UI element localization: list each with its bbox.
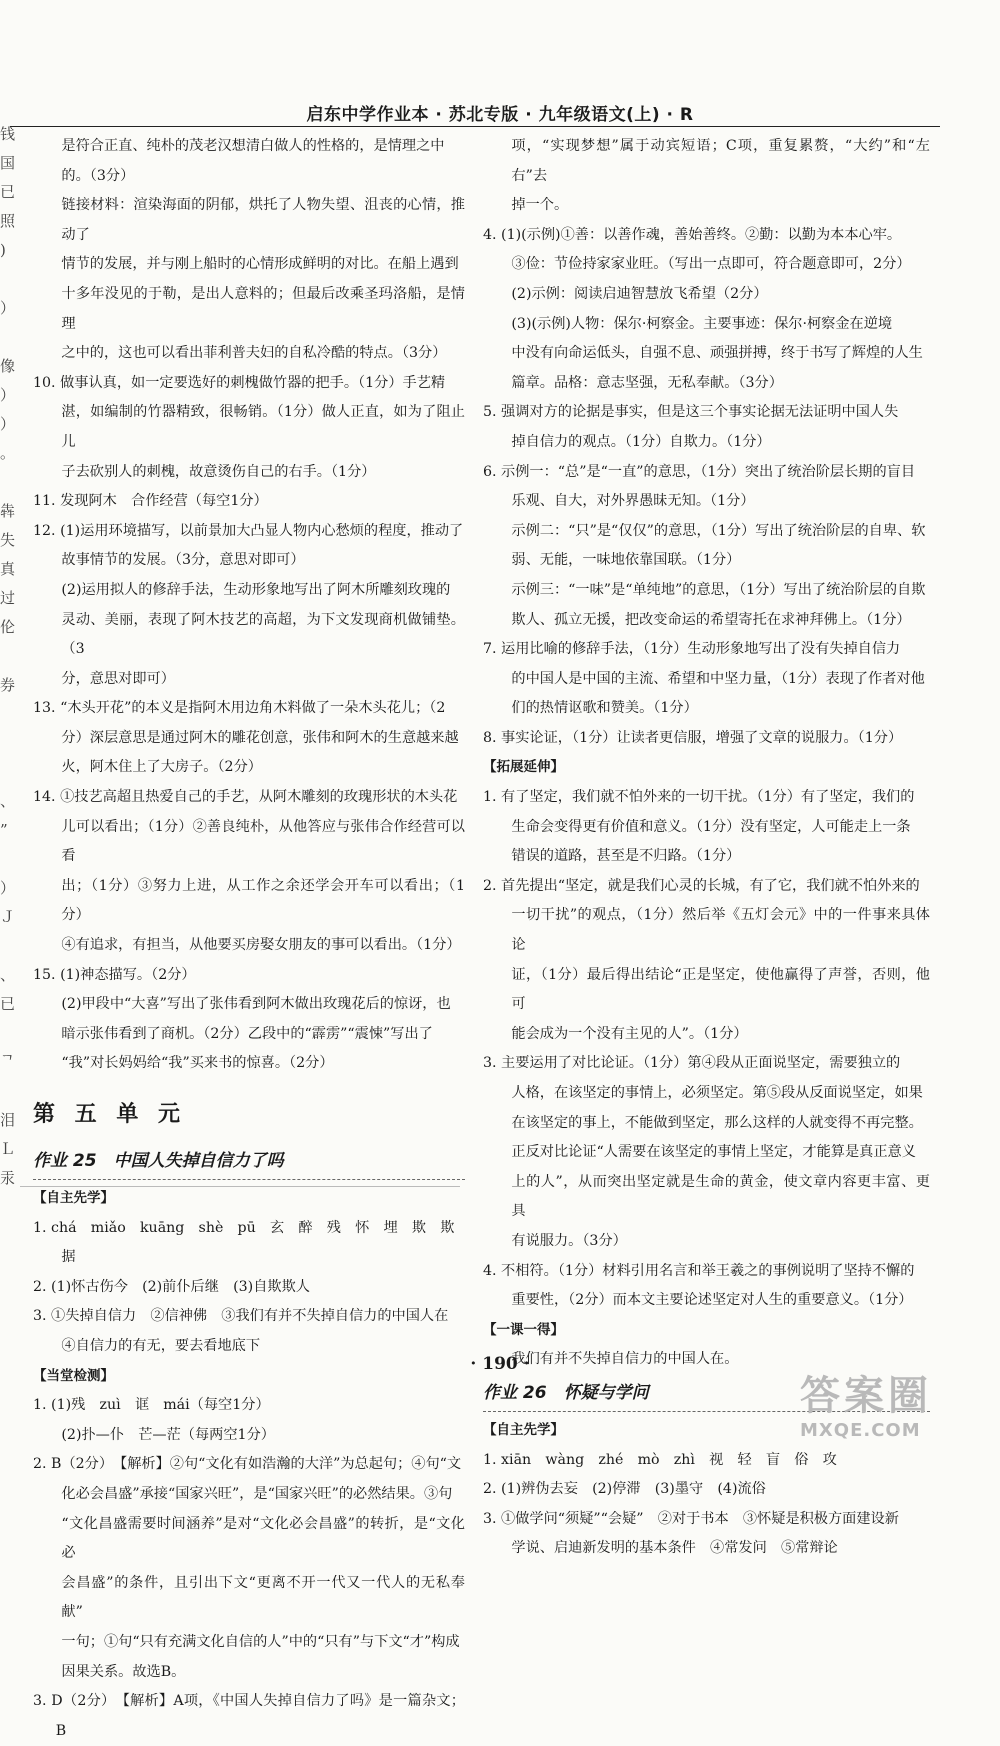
answer-line: 分）深层意思是通过阿木的雕花创意，张伟和阿木的生意越来越 [61,729,459,746]
edge-fragment: 、 [0,966,16,984]
answer-line: 有说服力。（3分） [511,1232,627,1249]
answer-line: 中没有向命运低头，自强不息、顽强拼搏，终于书写了辉煌的人生 [511,345,923,362]
answer-line: 7. 运用比喻的修辞手法，（1分）生动形象地写出了没有失掉自信力 [483,641,901,658]
section-tag: 【一课一得】 [483,1321,564,1338]
section-tag: 【拓展延伸】 [483,759,564,776]
edge-fragment [0,1019,16,1048]
answer-line: 2. 首先提出“坚定，就是我们心灵的长城，有了它，我们就不怕外来的 [483,877,920,894]
edge-fragment [0,932,16,961]
edge-fragment [0,468,16,497]
unit-title: 第 五 单 元 [33,1102,186,1127]
edge-fragment: 照 [0,212,16,230]
answer-line: 能会成为一个没有主见的人”。（1分） [511,1025,748,1042]
answer-line: 篇章。品格：意志坚强，无私奉献。（3分） [511,374,783,391]
answer-line: 3. D（2分） 【解析】A项，《中国人失掉自信力了吗》是一篇杂文；B [33,1693,465,1739]
answer-line: 之中的，这也可以看出菲利普夫妇的自私冷酷的特点。（3分） [61,345,447,362]
answer-line: 暗示张伟看到了商机。（2分）乙段中的“霹雳”“震悚”写出了 [61,1025,433,1042]
edge-fragment: 汞 [0,1169,16,1187]
answer-line: ④自信力的有无，要去看地底下 [61,1337,261,1354]
answer-line: 灵动、美丽，表现了阿木技艺的高超，为下文发现商机做铺垫。（3 [61,611,465,658]
answer-line: 是符合正直、纯朴的茂老汉想清白做人的性格的，是情理之中 [61,138,445,154]
section-tag: 【当堂检测】 [33,1367,114,1384]
section-tag: 【自主先学】 [33,1190,114,1206]
edge-fragment: ） [0,299,16,317]
edge-fragment: 、 [0,792,16,810]
answer-line: 湛，如编制的竹器精致，很畅销。（1分）做人正直，如为了阻止儿 [61,404,465,450]
answer-line: 4. (1)(示例)①善：以善作魂，善始善终。②勤：以勤为本本心牢。 [483,226,902,243]
edge-fragment: 钱 [0,125,16,143]
edge-fragment: 失 [0,531,16,549]
page-header: 启东中学作业本 · 苏北专版 · 九年级语文(上) · R [306,105,694,125]
answer-line: 据 [61,1249,76,1266]
answer-line: 因果关系。故选B。 [61,1663,186,1680]
answer-line: 的中国人是中国的主流、希望和中坚力量，（1分）表现了作者对他 [511,670,925,687]
answer-line: 2. B（2分） 【解析】②句“文化有如浩瀚的大洋”为总起句；④句“文 [33,1456,462,1473]
answer-line: 一句；①句“只有充满文化自信的人”中的“只有”与下文“才”构成 [61,1633,460,1650]
section-tag: 【自主先学】 [483,1421,564,1438]
answer-line: 掉一个。 [511,197,569,214]
edge-fragment [0,642,16,671]
answer-line: 2. (1)怀古伤今 (2)前仆后继 (3)自欺欺人 [33,1278,310,1295]
answer-line: 5. 强调对方的论据是事实，但是这三个事实论据无法证明中国人失 [483,404,899,421]
answer-line: (3)(示例)人物：保尔·柯察金。主要事迹：保尔·柯察金在逆境 [511,315,893,332]
edge-fragment [0,845,16,874]
answer-line: 2. (1)辨伪去妄 (2)停滞 (3)墨守 (4)流俗 [483,1481,766,1498]
edge-fragment [0,265,16,294]
answer-line: 出；（1分）③努力上进，从工作之余还学会开车可以看出；（1分） [61,877,465,924]
right-column [483,132,930,1564]
answer-line: 情节的发展，并与刚上船时的心情形成鲜明的对比。在船上遇到 [61,256,459,273]
answer-line: 链接材料：渲染海面的阴郁，烘托了人物失望、沮丧的心情，推动了 [61,197,465,243]
edge-fragment: 像 [0,357,16,375]
edge-fragment: Ｌ [0,1140,16,1158]
lesson-25-answers [33,1184,465,1746]
answer-line: 乐观、自大，对外界愚昧无知。（1分） [511,493,755,510]
edge-fragment: 已 [0,995,16,1013]
answer-line: 一切干扰”的观点，（1分）然后举《五灯会元》中的一件事来具体论 [511,907,930,954]
watermark-bottom: MXQE.COM [800,1420,921,1441]
answer-line: 10. 做事认真，如一定要选好的刺槐做竹器的把手。（1分）手艺精 [33,374,446,391]
answer-line: 4. 不相符。（1分）材料引用名言和举王羲之的事例说明了坚持不懈的 [483,1262,915,1279]
answer-line: 子去砍别人的刺槐，故意烫伤自己的右手。（1分） [61,463,376,480]
edge-fragment: 犇 [0,502,16,520]
edge-fragment: ᄀ [0,1053,15,1071]
answer-line: 人格，在该坚定的事情上，必须坚定。第⑤段从反面说坚定，如果 [511,1085,923,1101]
edge-fragment: Ｊ [0,908,16,926]
answer-line: 证，（1分）最后得出结论“正是坚定，使他赢得了声誉，否则，他可 [511,966,930,1013]
left-column [33,132,465,1746]
edge-fragment: ) [0,241,6,259]
answer-line: 14. ①技艺高超且热爱自己的手艺，从阿木雕刻的玫瑰形状的木头花 [33,789,458,806]
edge-fragment: 已 [0,183,16,201]
answer-line: 13. “木头开花”的本义是指阿木用边角木料做了一朵木头花儿；（2 [33,700,446,717]
answer-line: 掉自信力的观点。（1分）自欺力。（1分） [511,433,771,450]
answer-line: 上的人”，从而突出坚定就是生命的黄金，使文章内容更丰富、更具 [511,1173,930,1220]
page-number: · 190 · [470,1354,530,1374]
answer-line: 分，意思对即可） [61,670,175,687]
edge-fragment [0,323,16,352]
edge-fragment: 国 [0,154,16,172]
edge-fragment [0,700,16,729]
answer-line: 生命会变得更有价值和意义。（1分）没有坚定，人可能走上一条 [511,818,911,835]
answer-line: 正反对比论证“人需要在该坚定的事情上坚定，才能算是真正意义 [511,1144,916,1161]
answer-line: 的。（3分） [61,167,135,184]
answer-line: 重要性，（2分）而本文主要论述坚定对人生的重要意义。（1分） [511,1292,913,1309]
edge-fragment: 泪 [0,1111,16,1129]
answer-line: 故事情节的发展。（3分，意思对即可） [61,552,305,569]
answer-line: 学说、启迪新发明的基本条件 ④常发问 ⑤常辩论 [511,1540,838,1557]
answer-line: 会昌盛”的条件，且引出下文“更离不开一代又一代人的无私奉献” [61,1574,465,1621]
answer-line: 11. 发现阿木 合作经营（每空1分） [33,493,268,510]
lesson-25-title: 作业 25 中国人失掉自信力了吗 [33,1143,465,1180]
answer-line: ③俭：节俭持家家业旺。（写出一点即可，符合题意即可，2分） [511,256,911,273]
watermark-logo [800,1372,990,1462]
answer-line: 15. (1)神态描写。（2分） [33,966,196,983]
edge-fragment: ） [0,415,16,433]
answer-line: “我”对长妈妈给“我”买来书的惊喜。（2分） [61,1055,334,1072]
answer-line: 十多年没见的于勒，是出人意料的；但最后改乘圣玛洛船，是情理 [61,285,465,332]
answer-line: ④有追求，有担当，从他要买房娶女朋友的事可以看出。（1分） [61,937,461,954]
answer-line: 弱、无能，一味地依靠国联。（1分） [511,552,741,569]
answer-line: 3. ①失掉自信力 ②信神佛 ③我们有并不失掉自信力的中国人在 [33,1308,449,1325]
edge-fragment: 券 [0,676,16,694]
answer-line: (2)甲段中“大喜”写出了张伟看到阿木做出玫瑰花后的惊讶，也 [61,996,451,1013]
answer-line: 们的热情讴歌和赞美。（1分） [511,700,698,717]
answer-line: “文化昌盛需要时间涵养”是对“文化必会昌盛”的转折，是“文化必 [61,1515,465,1562]
answer-line: (2)示例：阅读启迪智慧放飞希望（2分） [511,285,768,302]
header-rule [10,126,940,127]
edge-fragment [0,1077,16,1106]
edge-fragment: ” [0,821,8,839]
edge-fragment [0,758,16,787]
lesson-26-title: 作业 26 怀疑与学问 [483,1375,930,1412]
answer-line: 化必会昌盛”承接“国家兴旺”，是“国家兴旺”的必然结果。③句 [61,1485,453,1502]
answer-line: 1. (1)残 zuì 诓 mái（每空1分） [33,1397,270,1414]
section-divider [20,1186,460,1187]
left-answers-block [33,132,465,1079]
answer-line: 在该坚定的事上，不能做到坚定，那么这样的人就变得不再完整。 [511,1114,923,1131]
edge-fragment: 。 [0,444,16,462]
answer-line: 我们有并不失掉自信力的中国人在。 [511,1351,739,1368]
answer-line: 1. 有了坚定，我们就不怕外来的一切干扰。（1分）有了坚定，我们的 [483,789,915,806]
watermark-top: 答案圈 [800,1373,932,1419]
answer-line: 3. 主要运用了对比论证。（1分）第④段从正面说坚定，需要独立的 [483,1055,901,1072]
answer-line: 示例三：“一味”是“单纯地”的意思，（1分）写出了统治阶层的自欺 [511,581,926,598]
answer-line: 6. 示例一：“总”是“一直”的意思，（1分）突出了统治阶层长期的盲目 [483,463,916,480]
edge-fragment: 伦 [0,618,16,636]
answer-line: 8. 事实论证，（1分）让读者更信服，增强了文章的说服力。（1分） [483,729,903,746]
edge-fragment [0,729,16,758]
answer-line: 项，“实现梦想”属于动宾短语；C项，重复累赘，“大约”和“左右”去 [511,138,930,184]
answer-line: 1. xiān wàng zhé mò zhì 视 轻 盲 俗 攻 [483,1451,837,1468]
answer-line: 火，阿木住上了大房子。（2分） [61,759,262,776]
answer-line: 3. ①做学问“须疑”“会疑” ②对于书本 ③怀疑是积极方面建设新 [483,1510,899,1527]
right-answers-block [483,132,930,1375]
answer-line: 儿可以看出；（1分）②善良纯朴，从他答应与张伟合作经营可以看 [61,818,465,865]
answer-line: 错误的道路，甚至是不归路。（1分） [511,848,741,865]
edge-fragment: 过 [0,589,16,607]
answer-line: 1. chá miǎo kuāng shè pū 玄 醉 残 怀 埋 欺 欺 [33,1219,455,1236]
edge-fragment: ） [0,386,16,404]
answer-line: 12. (1)运用环境描写，以前景加大凸显人物内心愁烦的程度，推动了 [33,522,464,539]
answer-line: 欺人、孤立无援，把改变命运的希望寄托在求神拜佛上。（1分） [511,611,911,628]
left-edge-fragments [0,120,16,1370]
answer-line: 示例二：“只”是“仅仅”的意思，（1分）写出了统治阶层的自卑、软 [511,522,926,539]
answer-line: (2)运用拟人的修辞手法，生动形象地写出了阿木所雕刻玫瑰的 [61,581,451,598]
edge-fragment: ） [0,879,16,897]
edge-fragment: 真 [0,560,16,578]
answer-line: (2)扑—仆 芒—茫（每两空1分） [61,1426,275,1443]
